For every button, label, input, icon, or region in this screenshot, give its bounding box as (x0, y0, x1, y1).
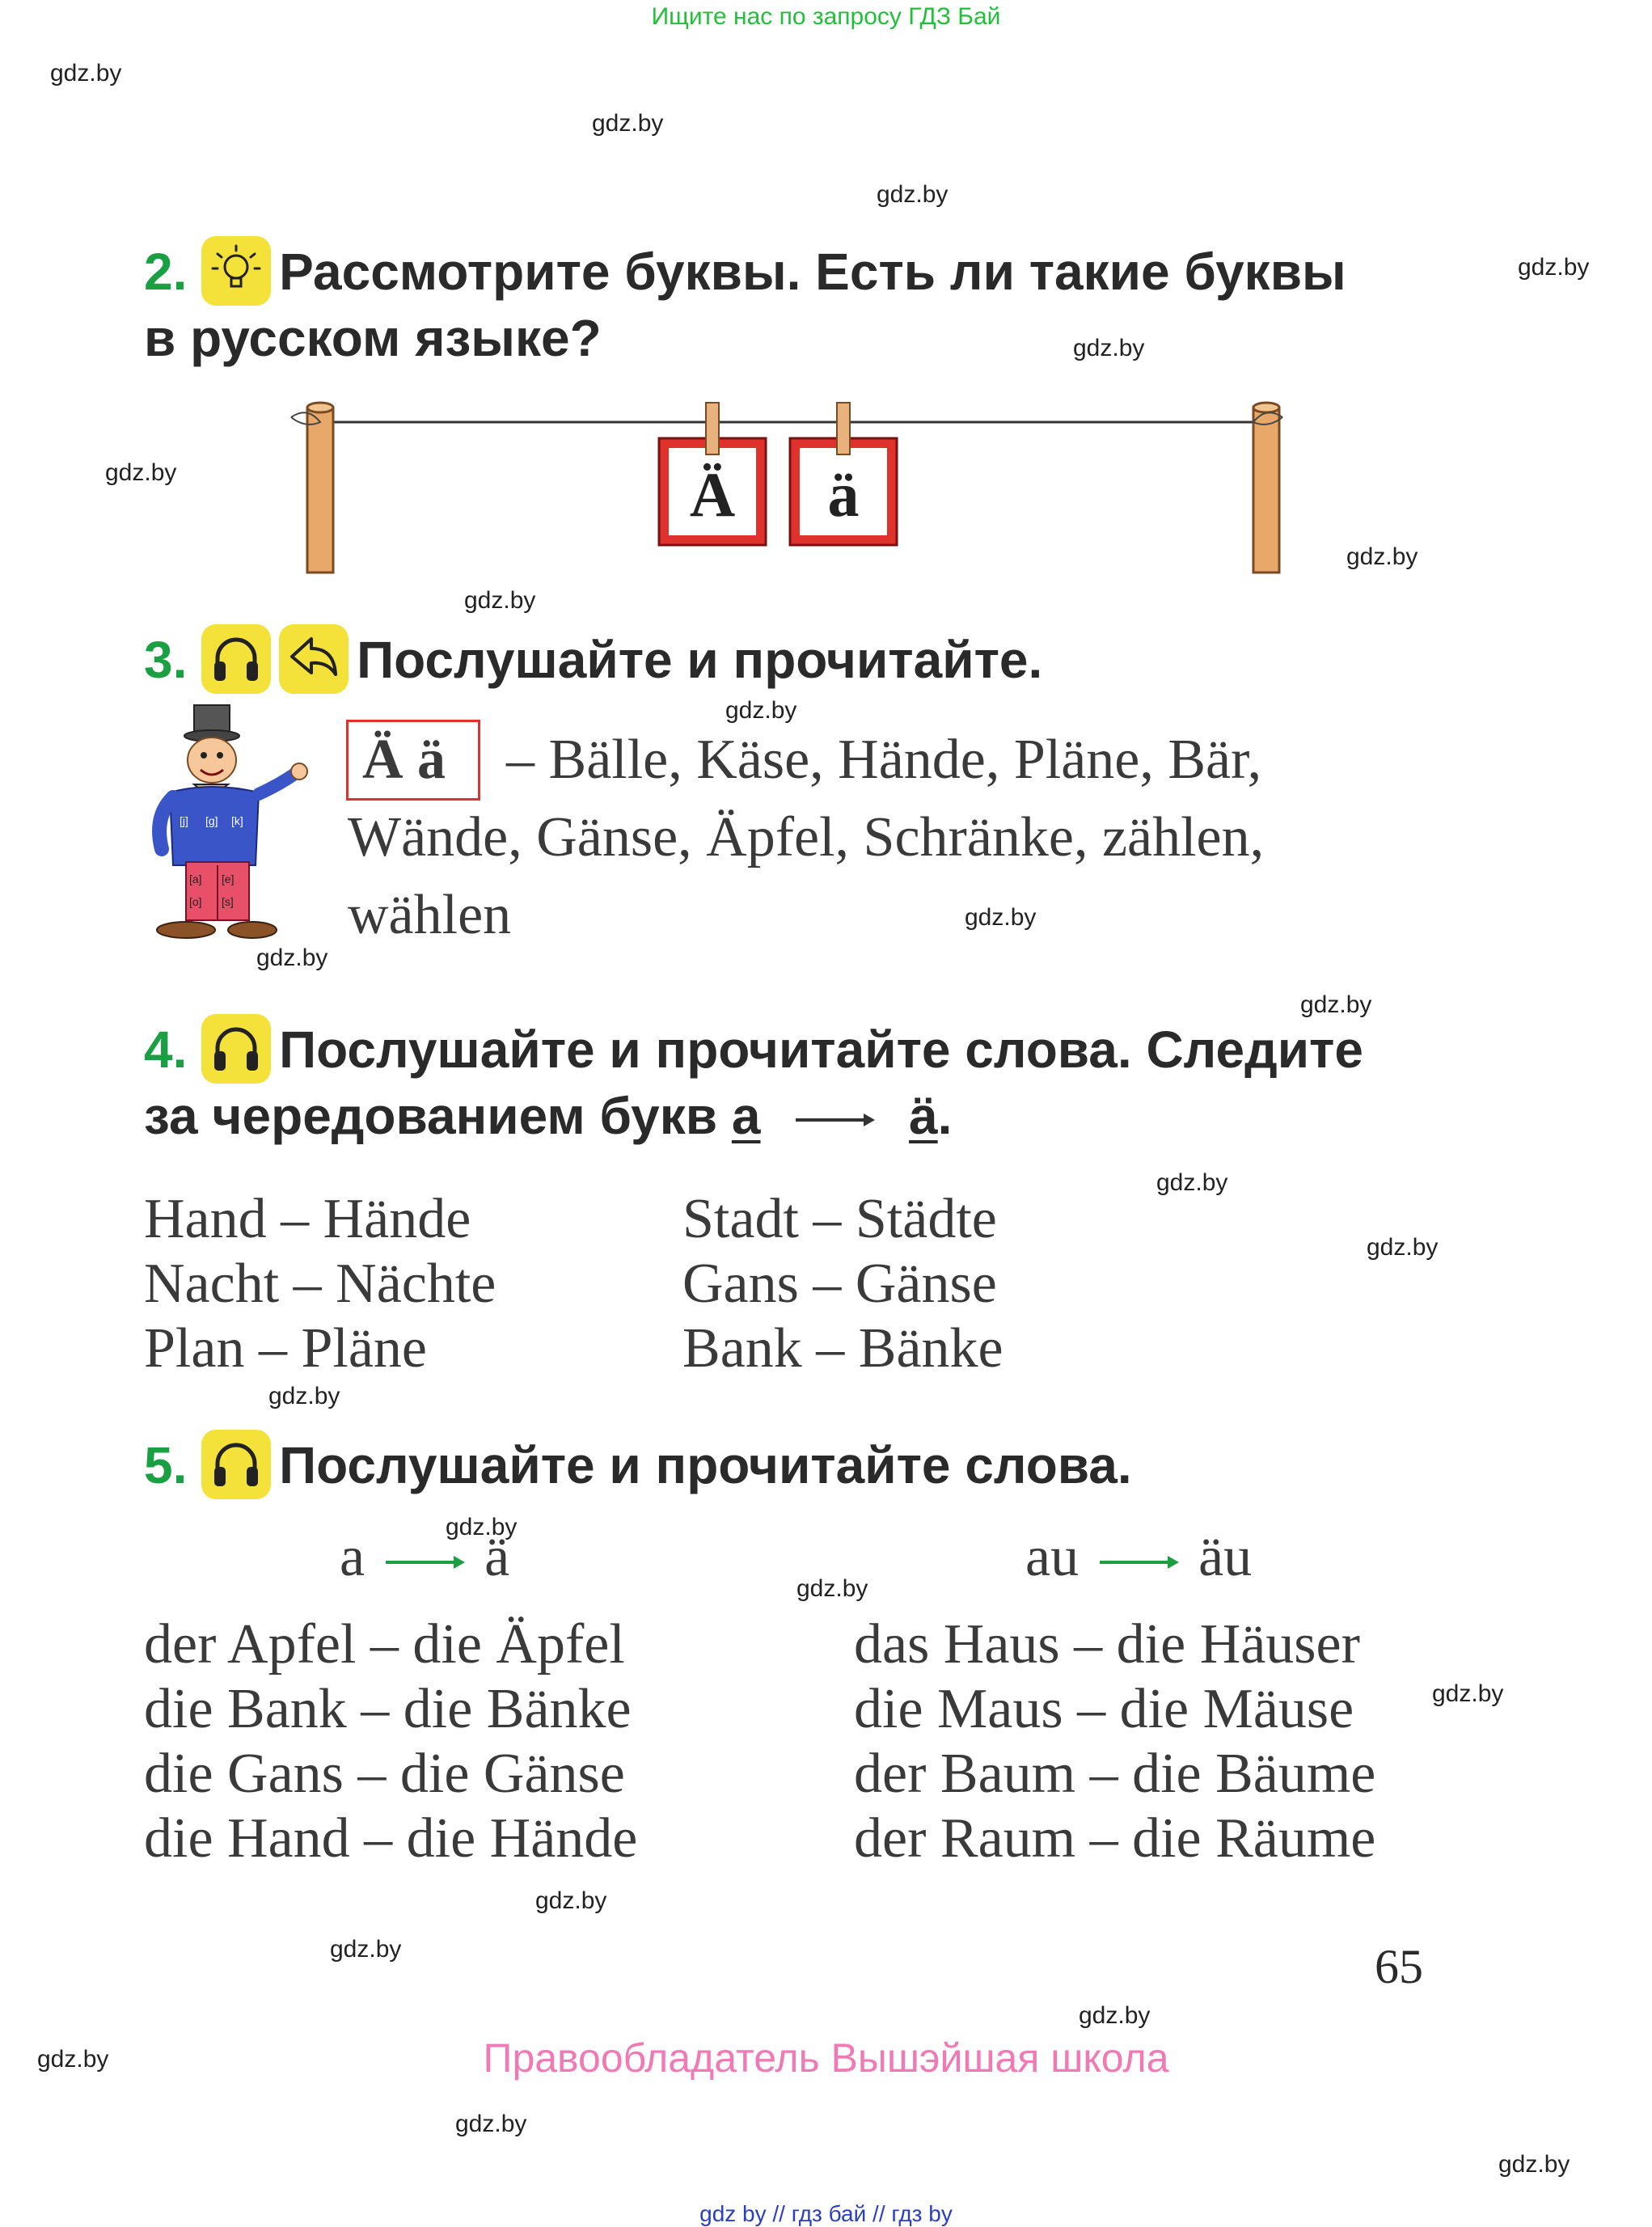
arrow-right-icon (1095, 1553, 1182, 1572)
ex5-left-word: der Apfel – die Äpfel (144, 1613, 625, 1676)
ex5-right-word: der Raum – die Räume (854, 1807, 1376, 1870)
sleeve-letter: [k] (231, 814, 243, 827)
ex4-from-letter: a (731, 1087, 761, 1145)
ex5-heading (144, 1433, 1132, 1504)
watermark: gdz.by (1498, 2151, 1570, 2178)
clothespin-icon (706, 403, 719, 454)
ex5-right-word: die Maus – die Mäuse (854, 1678, 1354, 1740)
reply-arrow-icon (279, 624, 349, 694)
trouser-letter: [a] (189, 873, 202, 885)
ex4-left-word: Plan – Pläne (144, 1317, 427, 1380)
cartoon-man-illustration (137, 704, 323, 946)
sleeve-letter: [j] (180, 814, 188, 827)
clothespin-icon (837, 403, 850, 454)
watermark: gdz.by (1073, 335, 1145, 361)
trouser-letter: [e] (222, 873, 234, 885)
watermark: gdz.by (877, 181, 949, 208)
watermark: gdz.by (1518, 254, 1590, 281)
ex3-number: 3. (144, 631, 188, 689)
ex4-right-word: Stadt – Städte (682, 1188, 997, 1250)
ex4-right-word: Gans – Gänse (682, 1253, 997, 1315)
ex4-left-word: Hand – Hände (144, 1188, 471, 1250)
watermark: gdz.by (796, 1575, 868, 1602)
copyright-footer: Правообладатель Вышэйшая школа (483, 2035, 1169, 2081)
ex5-left-word: die Bank – die Bänke (144, 1678, 632, 1740)
watermark: gdz.by (1346, 543, 1418, 570)
card-letter-lower: ä (827, 459, 860, 530)
ex2-line1: Рассмотрите буквы. Есть ли такие буквы (279, 243, 1346, 301)
ex5-right-to: äu (1198, 1526, 1253, 1588)
watermark: gdz.by (446, 1514, 518, 1540)
sleeve-letter: [g] (205, 814, 218, 827)
ex5-left-from: a (340, 1526, 365, 1588)
ex4-line2-prefix: за чередованием букв (144, 1087, 718, 1145)
ex2-number: 2. (144, 243, 188, 301)
ex4-heading (144, 1017, 1363, 1088)
ex4-line2 (144, 1084, 952, 1148)
watermark: gdz.by (725, 697, 797, 724)
ex3-heading (144, 628, 1042, 699)
ex5-title: Послушайте и прочитайте слова. (279, 1436, 1132, 1494)
ex5-left-rule (340, 1525, 509, 1590)
ex5-number: 5. (144, 1436, 188, 1494)
watermark: gdz.by (37, 2046, 109, 2073)
headphones-icon (201, 1014, 271, 1084)
ex5-right-word: der Baum – die Bäume (854, 1743, 1376, 1805)
ex2-heading (144, 239, 1346, 311)
trouser-letter: [s] (222, 895, 234, 908)
ex3-line1: – Bälle, Käse, Hände, Pläne, Bär, (506, 729, 1262, 791)
lightbulb-icon (201, 236, 271, 306)
clothesline-illustration (275, 396, 1318, 582)
card-letter-upper: Ä (689, 459, 736, 530)
ex3-title: Послушайте и прочитайте. (357, 631, 1043, 689)
ex5-right-word: das Haus – die Häuser (854, 1613, 1360, 1676)
trouser-letter: [o] (189, 895, 202, 908)
ex3-line3: wählen (348, 884, 512, 946)
watermark: gdz.by (965, 904, 1037, 931)
watermark: gdz.by (464, 587, 536, 614)
ex3-line2: Wände, Gänse, Äpfel, Schränke, zählen, (348, 806, 1265, 868)
ex5-left-to: ä (484, 1526, 510, 1588)
ex5-right-from: au (1025, 1526, 1080, 1588)
watermark: gdz.by (1367, 1234, 1439, 1261)
bottom-nav-links[interactable]: gdz by // гдз бай // гдз by (699, 2201, 953, 2226)
watermark: gdz.by (256, 944, 328, 971)
ex5-left-word: die Hand – die Hände (144, 1807, 638, 1870)
ex4-line1: Послушайте и прочитайте слова. Следите (279, 1021, 1363, 1079)
headphones-icon (201, 624, 271, 694)
watermark: gdz.by (1079, 2002, 1151, 2029)
watermark: gdz.by (592, 110, 664, 137)
watermark: gdz.by (1300, 991, 1372, 1018)
ex4-right-word: Bank – Bänke (682, 1317, 1003, 1380)
watermark: gdz.by (455, 2111, 527, 2137)
arrow-right-icon (791, 1110, 878, 1130)
watermark: gdz.by (535, 1887, 607, 1914)
ex3-boxed-letters: Ä ä (362, 729, 446, 791)
watermark: gdz.by (1432, 1680, 1504, 1707)
watermark: gdz.by (105, 459, 177, 486)
watermark: gdz.by (1156, 1169, 1228, 1196)
ex4-number: 4. (144, 1021, 188, 1079)
top-note: Ищите нас по запросу ГДЗ Бай (651, 3, 1001, 30)
ex5-left-word: die Gans – die Gänse (144, 1743, 625, 1805)
page-number: 65 (1375, 1940, 1423, 1993)
ex2-line2: в русском языке? (144, 309, 602, 367)
watermark: gdz.by (268, 1383, 340, 1409)
ex5-right-rule (1025, 1525, 1252, 1590)
watermark: gdz.by (330, 1936, 402, 1963)
ex4-left-word: Nacht – Nächte (144, 1253, 496, 1315)
arrow-right-icon (381, 1553, 468, 1572)
ex4-end: . (937, 1087, 953, 1145)
watermark: gdz.by (50, 60, 122, 87)
ex4-to-letter: ä (909, 1087, 938, 1145)
headphones-icon (201, 1430, 271, 1499)
